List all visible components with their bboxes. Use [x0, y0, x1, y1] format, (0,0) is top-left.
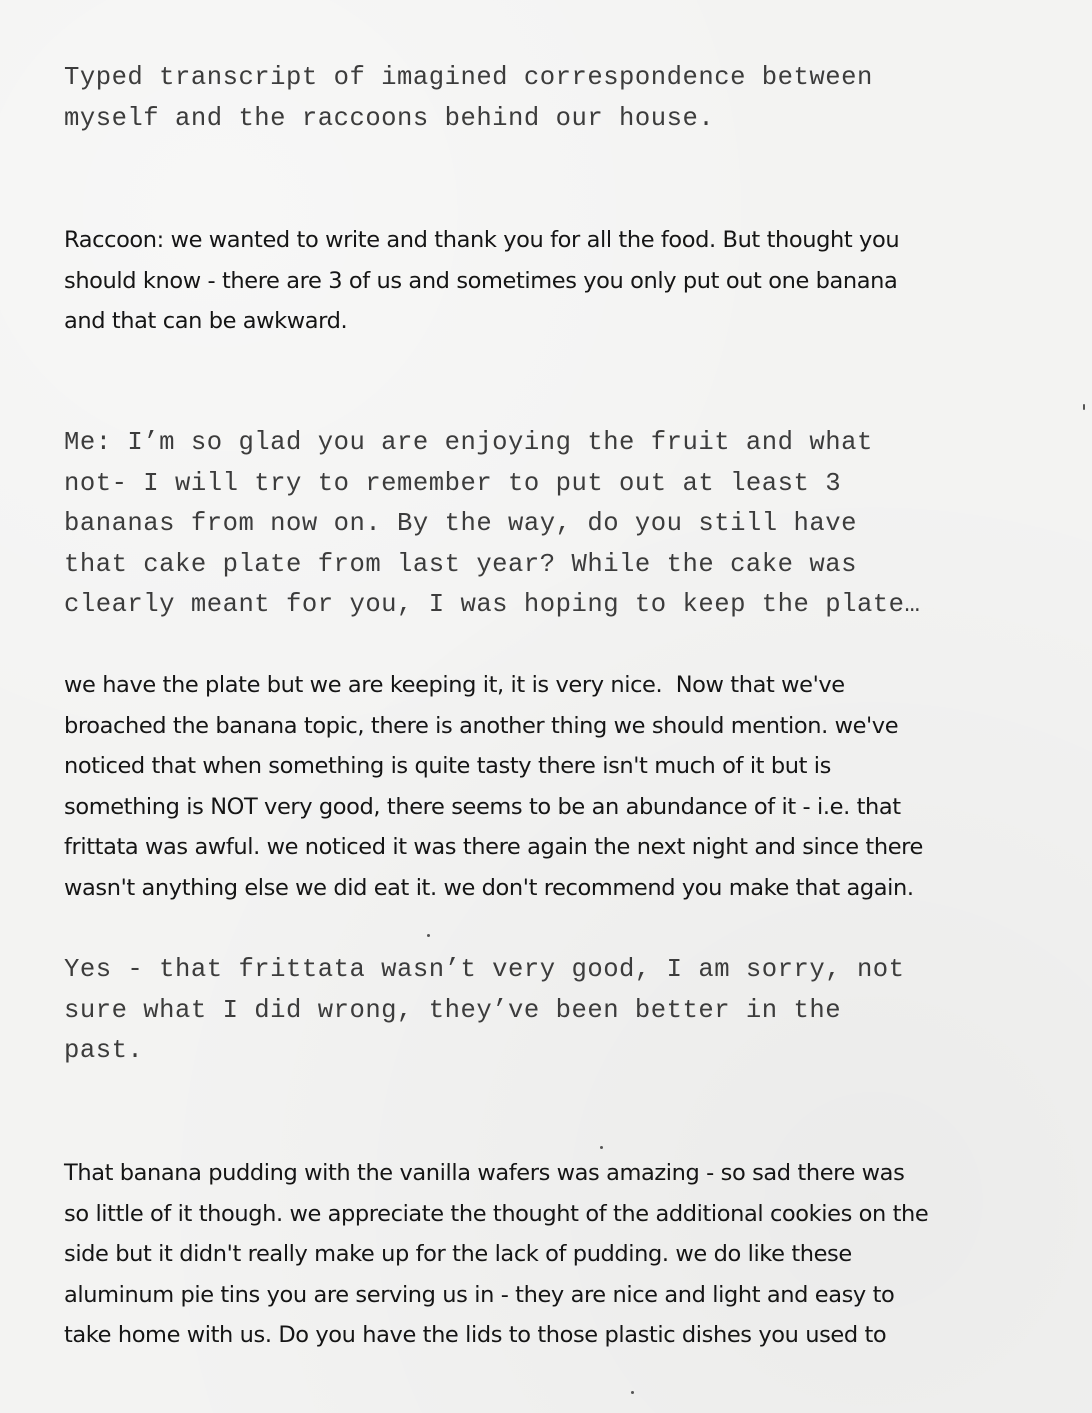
- raccoon-message-3: That banana pudding with the vanilla wafers was amazing - so sad there was so little of it though. we appreciate the thought of the additional cookies on the side but it didn't really make up for the lack of pudding. we do like these aluminum pie tins you are serving us in - they are nice and light and easy to take home with us. Do you have the lids to those plastic dishes you used to: [64, 1160, 929, 1348]
- raccoon-message-1: Raccoon: we wanted to write and thank you for all the food. But thought you should know - there are 3 of us and sometimes you only put out one banana and that can be awkward.: [64, 227, 900, 334]
- my-reply-1: Me: I’m so glad you are enjoying the fruit and what not- I will try to remember to put out at least 3 bananas from now on. By the way, do you still have that cake plate from last year? While the cake was clearly meant for you, I was hoping to keep the plate…: [64, 428, 921, 620]
- raccoon-message-2: we have the plate but we are keeping it, it is very nice. Now that we've broached the banana topic, there is another thing we should mention. we've noticed that when something is quite tasty there isn't much of it but is something is NOT very good, there seems to be an abundance of it - i.e. that frittata was awful. we noticed it was there again the next night and since there wasn't anything else we did eat it. we don't recommend you make that again.: [64, 672, 923, 901]
- scan-speck: [427, 934, 430, 937]
- scan-mark: [1083, 404, 1085, 410]
- scan-speck: [600, 1146, 603, 1149]
- scan-speck: [631, 1391, 634, 1394]
- my-reply-2: Yes - that frittata wasn’t very good, I am sorry, not sure what I did wrong, they’ve been better in the past.: [64, 955, 905, 1066]
- intro-paragraph: Typed transcript of imagined correspondence between myself and the raccoons behind our house.: [64, 63, 873, 133]
